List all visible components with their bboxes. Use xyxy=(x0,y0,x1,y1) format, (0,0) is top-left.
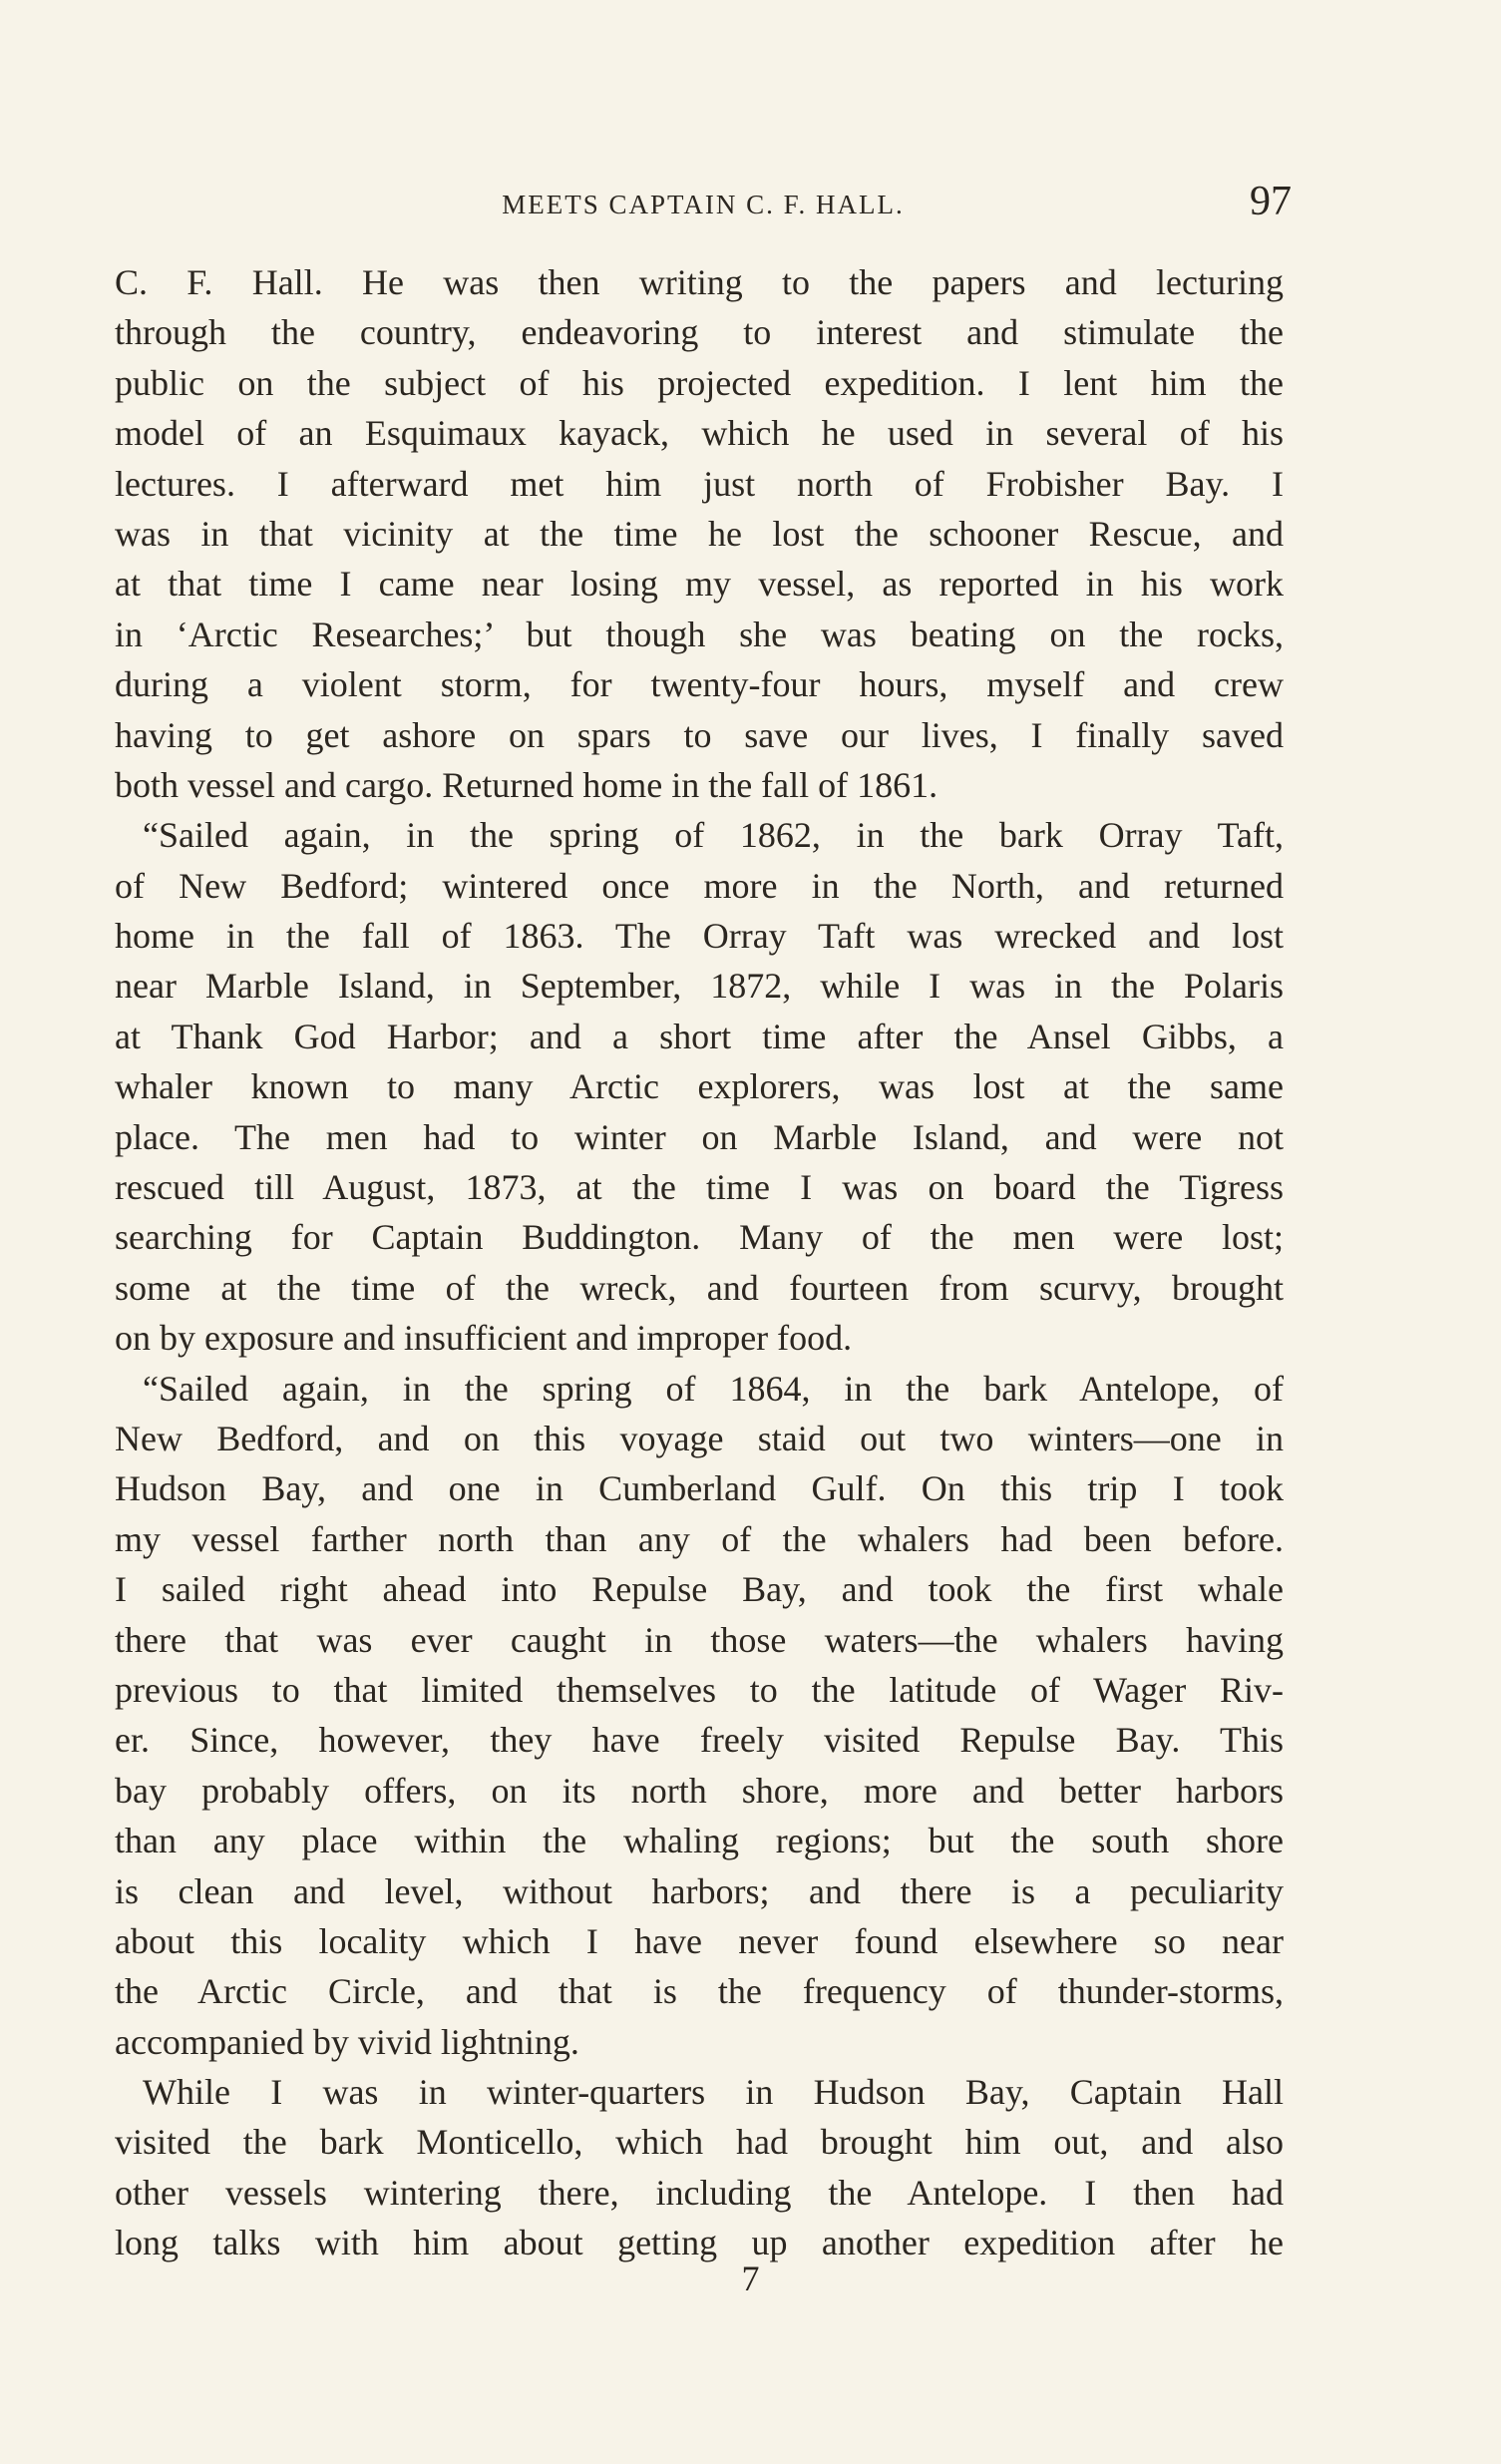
text-line: home in the fall of 1863. The Orray Taft was wrecked and lost xyxy=(115,916,1284,957)
text-line: New Bedford, and on this voyage staid out two winters—one in xyxy=(115,1418,1284,1458)
text-line: While I was in winter-quarters in Hudson Bay, Captain Hall xyxy=(143,2072,1284,2113)
signature-mark: 7 xyxy=(741,2259,760,2298)
text-line: both vessel and cargo. Returned home in the fall of 1861. xyxy=(115,764,938,805)
text-line: other vessels wintering there, including the Antelope. I then had xyxy=(115,2172,1284,2213)
text-line: rescued till August, 1873, at the time I was on board the Tigress xyxy=(115,1167,1284,1208)
text-line: my vessel farther north than any of the whalers had been before. xyxy=(115,1518,1284,1559)
text-line: whaler known to many Arctic explorers, was lost at the same xyxy=(115,1066,1284,1107)
text-line: through the country, endeavoring to interest and stimulate the xyxy=(115,312,1284,353)
text-line: some at the time of the wreck, and fourteen from scurvy, brought xyxy=(115,1267,1284,1308)
text-line: was in that vicinity at the time he lost the schooner Rescue, and xyxy=(115,513,1284,554)
text-line: accompanied by vivid lightning. xyxy=(115,2021,579,2062)
text-line: er. Since, however, they have freely visited Repulse Bay. This xyxy=(115,1720,1284,1761)
text-line: than any place within the whaling regions; but the south shore xyxy=(115,1821,1284,1861)
text-line: public on the subject of his projected expedition. I lent him the xyxy=(115,362,1284,403)
text-line: having to get ashore on spars to save our lives, I finally saved xyxy=(115,714,1284,755)
text-line: is clean and level, without harbors; and there is a peculiarity xyxy=(115,1870,1284,1911)
text-line: at that time I came near losing my vessel, as reported in his work xyxy=(115,564,1284,605)
text-line: lectures. I afterward met him just north of Frobisher Bay. I xyxy=(115,463,1284,504)
text-line: I sailed right ahead into Repulse Bay, and took the first whale xyxy=(115,1569,1284,1610)
text-line: of New Bedford; wintered once more in the North, and returned xyxy=(115,865,1284,906)
text-line: model of an Esquimaux kayack, which he used in several of his xyxy=(115,413,1284,454)
text-line: place. The men had to winter on Marble Island, and were not xyxy=(115,1116,1284,1157)
text-line: near Marble Island, in September, 1872, while I was in the Polaris xyxy=(115,966,1284,1007)
text-line: on by exposure and insufficient and improper food. xyxy=(115,1318,853,1359)
text-line: “Sailed again, in the spring of 1862, in the bark Orray Taft, xyxy=(143,815,1284,856)
text-line: during a violent storm, for twenty-four hours, myself and crew xyxy=(115,664,1284,705)
page-number: 97 xyxy=(1250,179,1292,224)
text-line: searching for Captain Buddington. Many of the men were lost; xyxy=(115,1217,1284,1258)
text-line: previous to that limited themselves to the latitude of Wager Riv- xyxy=(115,1669,1284,1710)
text-line: at Thank God Harbor; and a short time after the Ansel Gibbs, a xyxy=(115,1016,1284,1056)
text-line: long talks with him about getting up another expedition after he xyxy=(115,2223,1284,2263)
running-head xyxy=(115,178,1292,237)
running-title: MEETS CAPTAIN C. F. HALL. xyxy=(502,190,905,219)
text-line: C. F. Hall. He was then writing to the papers and lecturing xyxy=(115,262,1284,302)
text-line: there that was ever caught in those waters—the whalers having xyxy=(115,1619,1284,1660)
text-line: about this locality which I have never found elsewhere so near xyxy=(115,1920,1284,1961)
text-line: in ‘Arctic Researches;’ but though she was beating on the rocks, xyxy=(115,614,1284,654)
text-line: Hudson Bay, and one in Cumberland Gulf. On this trip I took xyxy=(115,1468,1284,1509)
text-line: bay probably offers, on its north shore, more and better harbors xyxy=(115,1770,1284,1811)
text-line: the Arctic Circle, and that is the frequency of thunder-storms, xyxy=(115,1971,1284,2012)
text-line: visited the bark Monticello, which had brought him out, and also xyxy=(115,2122,1284,2163)
text-line: “Sailed again, in the spring of 1864, in the bark Antelope, of xyxy=(143,1368,1284,1409)
body-text xyxy=(115,257,1284,2268)
